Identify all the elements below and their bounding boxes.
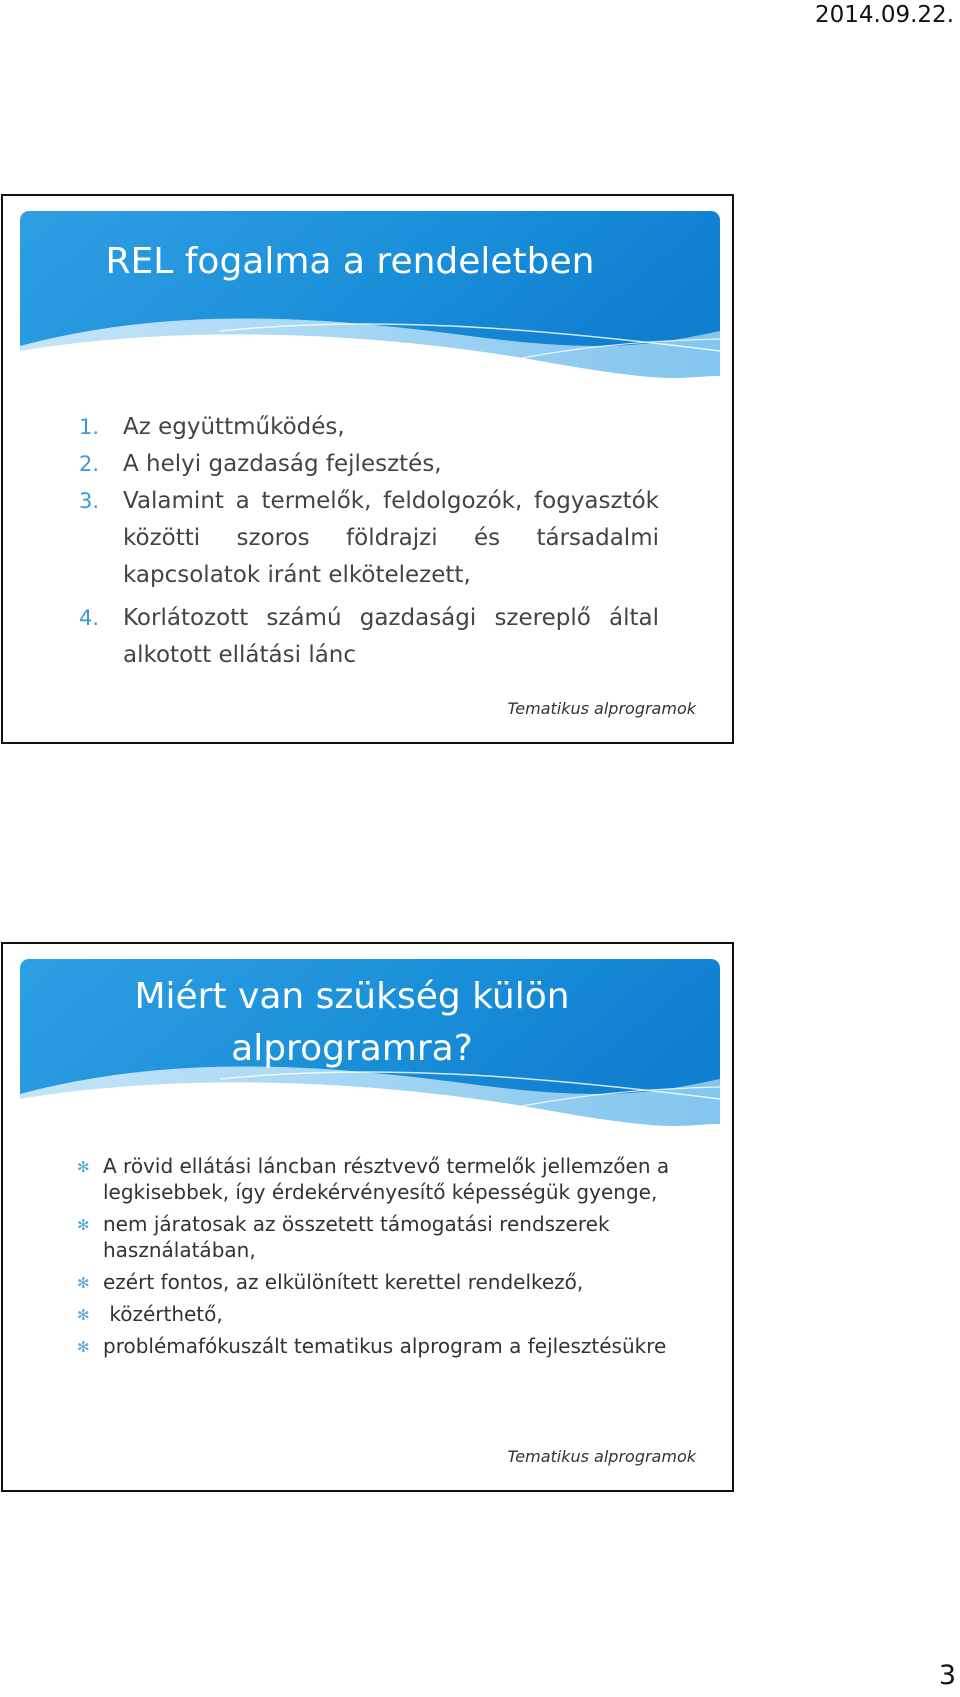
title-banner — [20, 211, 720, 386]
numbered-list — [79, 409, 659, 674]
slide-footer: Tematikus alprogramok — [507, 1447, 696, 1466]
asterisk-bullet-icon: ✻ — [77, 1338, 90, 1356]
slide-title-line-1: Miért van szükség külön — [134, 976, 570, 1017]
slide-1 — [1, 194, 734, 744]
list-number: 4. — [79, 606, 100, 630]
list-item-text: Az együttműködés, — [123, 414, 345, 440]
wave-background — [20, 211, 720, 386]
slide-2 — [1, 942, 734, 1492]
list-item — [79, 600, 659, 674]
list-number: 3. — [79, 489, 100, 513]
list-item-text: Valamint a termelők, feldolgozók, fogyasztók közötti szoros földrajzi és társadalmi kapcsolatok iránt elkötelezett, — [123, 488, 659, 588]
slide-title: REL fogalma a rendeletben — [105, 241, 595, 282]
slide-title — [20, 971, 702, 1075]
list-number: 2. — [79, 452, 100, 476]
slide-title-line-2: alprogramra? — [231, 1028, 473, 1069]
list-item-text: Korlátozott számú gazdasági szereplő által alkotott ellátási lánc — [123, 605, 659, 668]
list-item-text: közérthető, — [103, 1302, 223, 1326]
page-date: 2014.09.22. — [815, 2, 954, 28]
bullet-list — [77, 1153, 677, 1365]
list-item — [79, 446, 659, 483]
list-item — [79, 409, 659, 446]
list-item-text: problémafókuszált tematikus alprogram a fejlesztésükre — [103, 1334, 667, 1358]
slide-footer: Tematikus alprogramok — [507, 699, 696, 718]
list-item — [77, 1153, 677, 1205]
list-item — [77, 1333, 677, 1359]
asterisk-bullet-icon: ✻ — [77, 1158, 90, 1176]
list-item — [77, 1301, 677, 1327]
list-item-text: A helyi gazdaság fejlesztés, — [123, 451, 442, 477]
list-item — [77, 1269, 677, 1295]
asterisk-bullet-icon: ✻ — [77, 1216, 90, 1234]
asterisk-bullet-icon: ✻ — [77, 1306, 90, 1324]
list-item-text: ezért fontos, az elkülönített kerettel rendelkező, — [103, 1270, 584, 1294]
title-banner — [20, 959, 720, 1134]
list-item-text: nem járatosak az összetett támogatási rendszerek használatában, — [103, 1212, 610, 1262]
list-item — [79, 483, 659, 594]
page-number: 3 — [938, 1660, 956, 1691]
list-number: 1. — [79, 415, 100, 439]
list-item-text: A rövid ellátási láncban résztvevő termelők jellemzően a legkisebbek, így érdekérvényesítő képességük gyenge, — [103, 1154, 670, 1204]
asterisk-bullet-icon: ✻ — [77, 1274, 90, 1292]
list-item — [77, 1211, 677, 1263]
